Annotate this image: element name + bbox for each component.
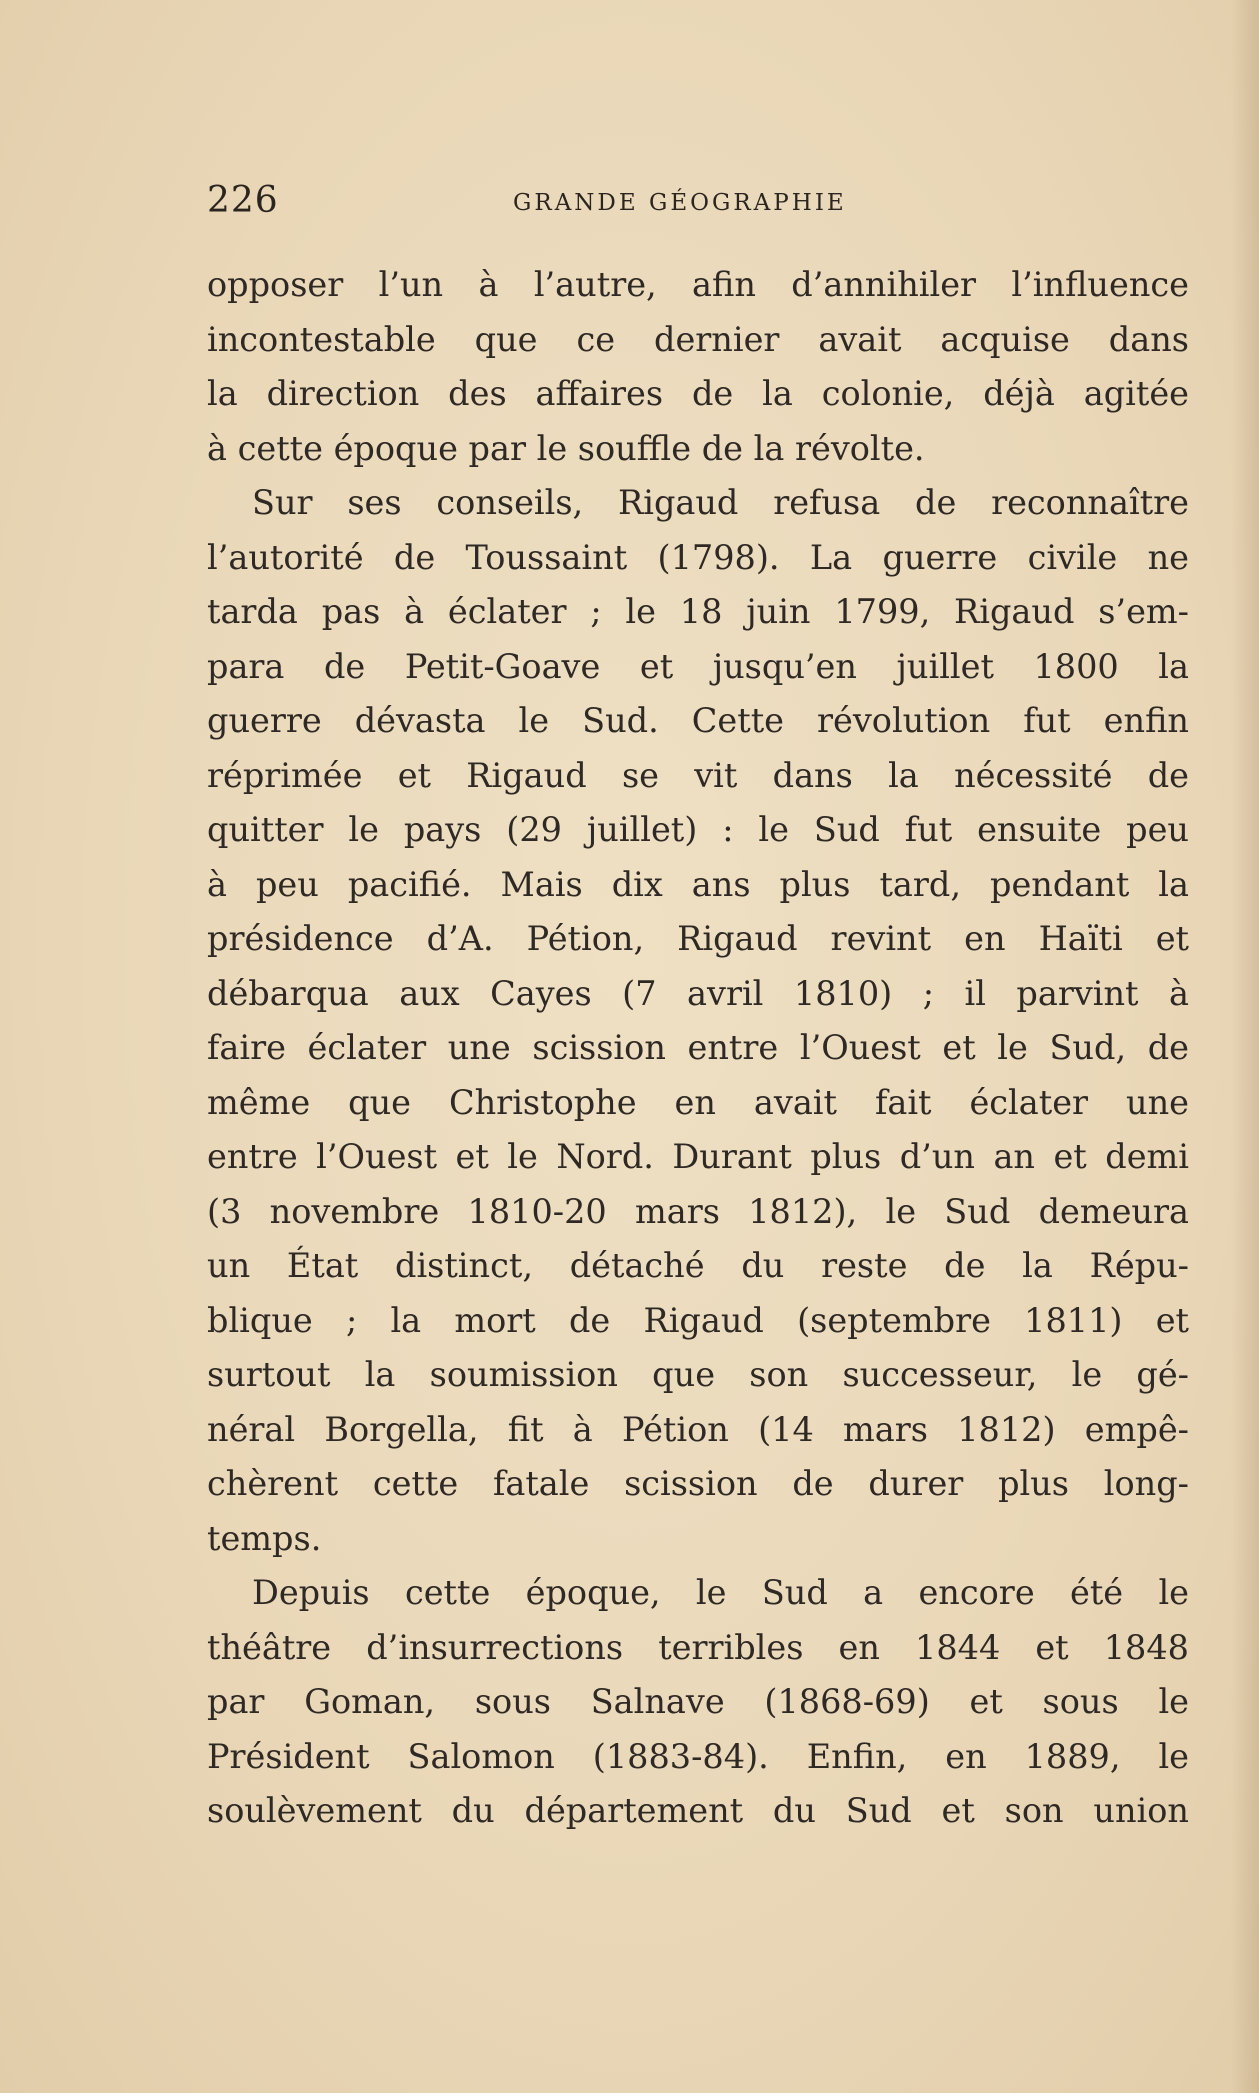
text-line: réprimée et Rigaud se vit dans la nécessité de — [207, 755, 1189, 795]
text-line: Depuis cette époque, le Sud a encore été le — [252, 1573, 1189, 1612]
page-number: 226 — [207, 180, 279, 221]
page-header — [207, 180, 1187, 230]
running-title: GRANDE GÉOGRAPHIE — [513, 190, 847, 216]
text-line: la direction des affaires de la colonie, déjà agitée — [207, 374, 1189, 413]
text-line: opposer l’un à l’autre, afin d’annihiler l’influence — [207, 265, 1189, 304]
text-line: faire éclater une scission entre l’Ouest et le Sud, de — [207, 1028, 1189, 1067]
text-line: incontestable que ce dernier avait acquise dans — [207, 319, 1189, 359]
text-line: entre l’Ouest et le Nord. Durant plus d’un an et demi — [207, 1137, 1189, 1176]
page-edge-shadow — [1231, 0, 1259, 2093]
text-line: l’autorité de Toussaint (1798). La guerre civile ne — [207, 537, 1189, 577]
text-line: quitter le pays (29 juillet) : le Sud fut ensuite peu — [207, 810, 1189, 849]
text-line: même que Christophe en avait fait éclater une — [207, 1082, 1189, 1122]
text-line: guerre dévasta le Sud. Cette révolution fut enfin — [207, 701, 1189, 740]
text-line: surtout la soumission que son successeur, le gé- — [207, 1355, 1189, 1394]
text-line: (3 novembre 1810-20 mars 1812), le Sud demeura — [207, 1191, 1189, 1231]
text-line: Sur ses conseils, Rigaud refusa de reconnaître — [252, 483, 1189, 522]
text-line: tarda pas à éclater ; le 18 juin 1799, Rigaud s’em- — [207, 592, 1189, 631]
text-line: à peu pacifié. Mais dix ans plus tard, pendant la — [207, 864, 1189, 904]
text-line: présidence d’A. Pétion, Rigaud revint en Haïti et — [207, 919, 1189, 958]
text-line: par Goman, sous Salnave (1868-69) et sous le — [207, 1682, 1189, 1721]
body-text — [207, 258, 1189, 1839]
text-line: Président Salomon (1883-84). Enfin, en 1889, le — [207, 1736, 1189, 1776]
text-line: un État distinct, détaché du reste de la Répu- — [207, 1246, 1189, 1285]
text-line: à cette époque par le souffle de la révolte. — [207, 428, 925, 468]
text-line: débarqua aux Cayes (7 avril 1810) ; il parvint à — [207, 973, 1189, 1013]
text-line: théâtre d’insurrections terribles en 1844 et 1848 — [207, 1627, 1189, 1667]
text-line: temps. — [207, 1518, 322, 1558]
text-line: néral Borgella, fit à Pétion (14 mars 1812) empê- — [207, 1409, 1189, 1449]
text-line: soulèvement du département du Sud et son union — [207, 1791, 1189, 1830]
text-line: chèrent cette fatale scission de durer plus long- — [207, 1464, 1189, 1503]
text-line: blique ; la mort de Rigaud (septembre 1811) et — [207, 1300, 1189, 1340]
text-line: para de Petit-Goave et jusqu’en juillet 1800 la — [207, 646, 1189, 686]
